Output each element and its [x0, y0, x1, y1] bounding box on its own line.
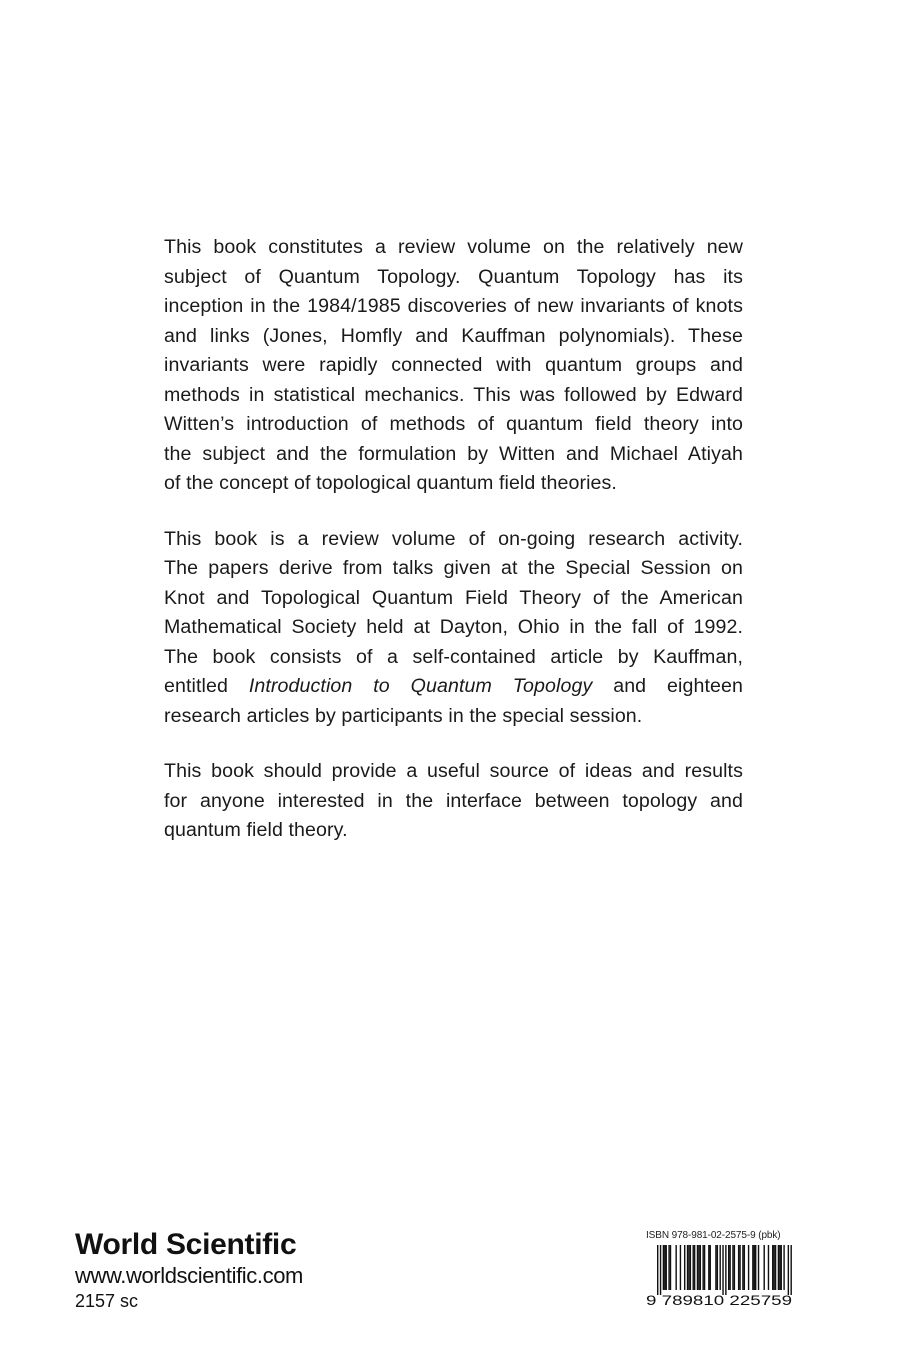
barcode-bar — [700, 1245, 701, 1290]
barcode-bar — [744, 1245, 745, 1290]
barcode-bar — [719, 1245, 720, 1290]
blurb-line: This book is a review volume of on-going research activity. — [164, 527, 743, 550]
blurb-line: for anyone interested in the interface between topology and — [164, 789, 743, 812]
barcode-bar — [684, 1245, 685, 1290]
barcode-bar — [694, 1245, 695, 1290]
barcode-bar — [781, 1245, 782, 1290]
blurb-line: The papers derive from talks given at the Special Session on — [164, 557, 743, 579]
barcode-bar — [790, 1245, 791, 1295]
barcode-bar — [779, 1245, 780, 1290]
barcode-bar — [739, 1245, 740, 1290]
back-cover-blurb — [164, 233, 743, 846]
barcode-bar — [758, 1245, 759, 1290]
barcode-bar — [675, 1245, 676, 1290]
blurb-line: The book consists of a self-contained article by Kauffman, — [164, 645, 743, 668]
barcode-bar — [680, 1245, 681, 1290]
blurb-line: Witten’s introduction of methods of quantum field theory into — [164, 413, 743, 435]
barcode-bar — [710, 1245, 711, 1290]
barcode-digits: 9 789810 225759 — [646, 1293, 792, 1307]
blurb-line: invariants were rapidly connected with quantum groups and — [164, 354, 743, 376]
barcode-bar — [725, 1245, 726, 1295]
barcode-bar — [670, 1245, 671, 1290]
barcode-bar — [773, 1245, 774, 1290]
barcode-bar — [778, 1245, 779, 1290]
blurb-line: This book constitutes a review volume on the relatively new — [164, 236, 743, 258]
barcode-bar — [742, 1245, 743, 1290]
blurb-paragraph-3 — [164, 757, 743, 846]
blurb-text: and eighteen — [592, 675, 743, 697]
barcode-bar — [668, 1245, 669, 1290]
barcode-bar — [722, 1245, 723, 1295]
barcode-bar — [734, 1245, 735, 1290]
publisher-url: www.worldscientific.com — [75, 1263, 303, 1288]
blurb-line: This book should provide a useful source of ideas and results — [164, 760, 743, 782]
barcode-bar — [704, 1245, 705, 1290]
barcode-bar — [702, 1245, 703, 1290]
barcode-bar — [738, 1245, 739, 1290]
barcode-bar — [772, 1245, 773, 1290]
blurb-line: and links (Jones, Homfly and Kauffman polynomials). These — [164, 324, 743, 347]
book-title-italic: Introduction to Quantum Topology — [248, 675, 593, 697]
barcode-bar — [748, 1245, 749, 1290]
barcode-bar — [775, 1245, 776, 1290]
barcode-bar — [729, 1245, 730, 1290]
barcode-bar — [754, 1245, 755, 1290]
barcode-bar — [697, 1245, 698, 1290]
barcode-bar — [693, 1245, 694, 1290]
barcode-bar — [768, 1245, 769, 1290]
blurb-line: the subject and the formulation by Witten and Michael Atiyah — [164, 442, 743, 465]
barcode-bar — [728, 1245, 729, 1290]
publisher-block — [75, 1228, 303, 1313]
barcode-image — [646, 1245, 794, 1307]
blurb-line: Knot and Topological Quantum Field Theory of the American — [164, 586, 743, 609]
blurb-paragraph-2 — [164, 525, 743, 732]
blurb-line: quantum field theory. — [164, 819, 348, 841]
blurb-line: of the concept of topological quantum field theories. — [164, 472, 617, 494]
barcode-bar — [688, 1245, 689, 1290]
barcode-bar — [783, 1245, 784, 1290]
barcode-bar — [755, 1245, 756, 1290]
barcode-bar — [687, 1245, 688, 1290]
barcode-bar — [717, 1245, 718, 1290]
barcode-bar — [715, 1245, 716, 1290]
barcode-bar — [752, 1245, 753, 1290]
barcode-bars — [657, 1245, 792, 1295]
barcode-bar — [663, 1245, 664, 1290]
barcode-bar — [764, 1245, 765, 1290]
barcode-bar — [708, 1245, 709, 1290]
blurb-paragraph-1 — [164, 233, 743, 499]
barcode-bar — [657, 1245, 658, 1295]
blurb-text: entitled — [164, 675, 249, 697]
barcode-bar — [732, 1245, 733, 1290]
barcode-bar — [788, 1245, 789, 1295]
blurb-line: research articles by participants in the special session. — [164, 704, 643, 727]
blurb-line: methods in statistical mechanics. This was followed by Edward — [164, 383, 743, 406]
catalog-code: 2157 sc — [75, 1291, 139, 1311]
blurb-line-with-title — [164, 672, 743, 702]
barcode-bar — [664, 1245, 665, 1290]
barcode-bar — [690, 1245, 691, 1290]
barcode-bar — [660, 1245, 661, 1295]
isbn-label: ISBN 978-981-02-2575-9 (pbk) — [646, 1230, 781, 1241]
barcode-bar — [698, 1245, 699, 1290]
publisher-name: World Scientific — [75, 1228, 297, 1261]
blurb-line: Mathematical Society held at Dayton, Ohio in the fall of 1992. — [164, 616, 743, 638]
barcode-bar — [666, 1245, 667, 1290]
blurb-line: inception in the 1984/1985 discoveries of new invariants of knots — [164, 295, 743, 317]
barcode-block — [646, 1230, 794, 1307]
blurb-line: subject of Quantum Topology. Quantum Topology has its — [164, 265, 743, 288]
